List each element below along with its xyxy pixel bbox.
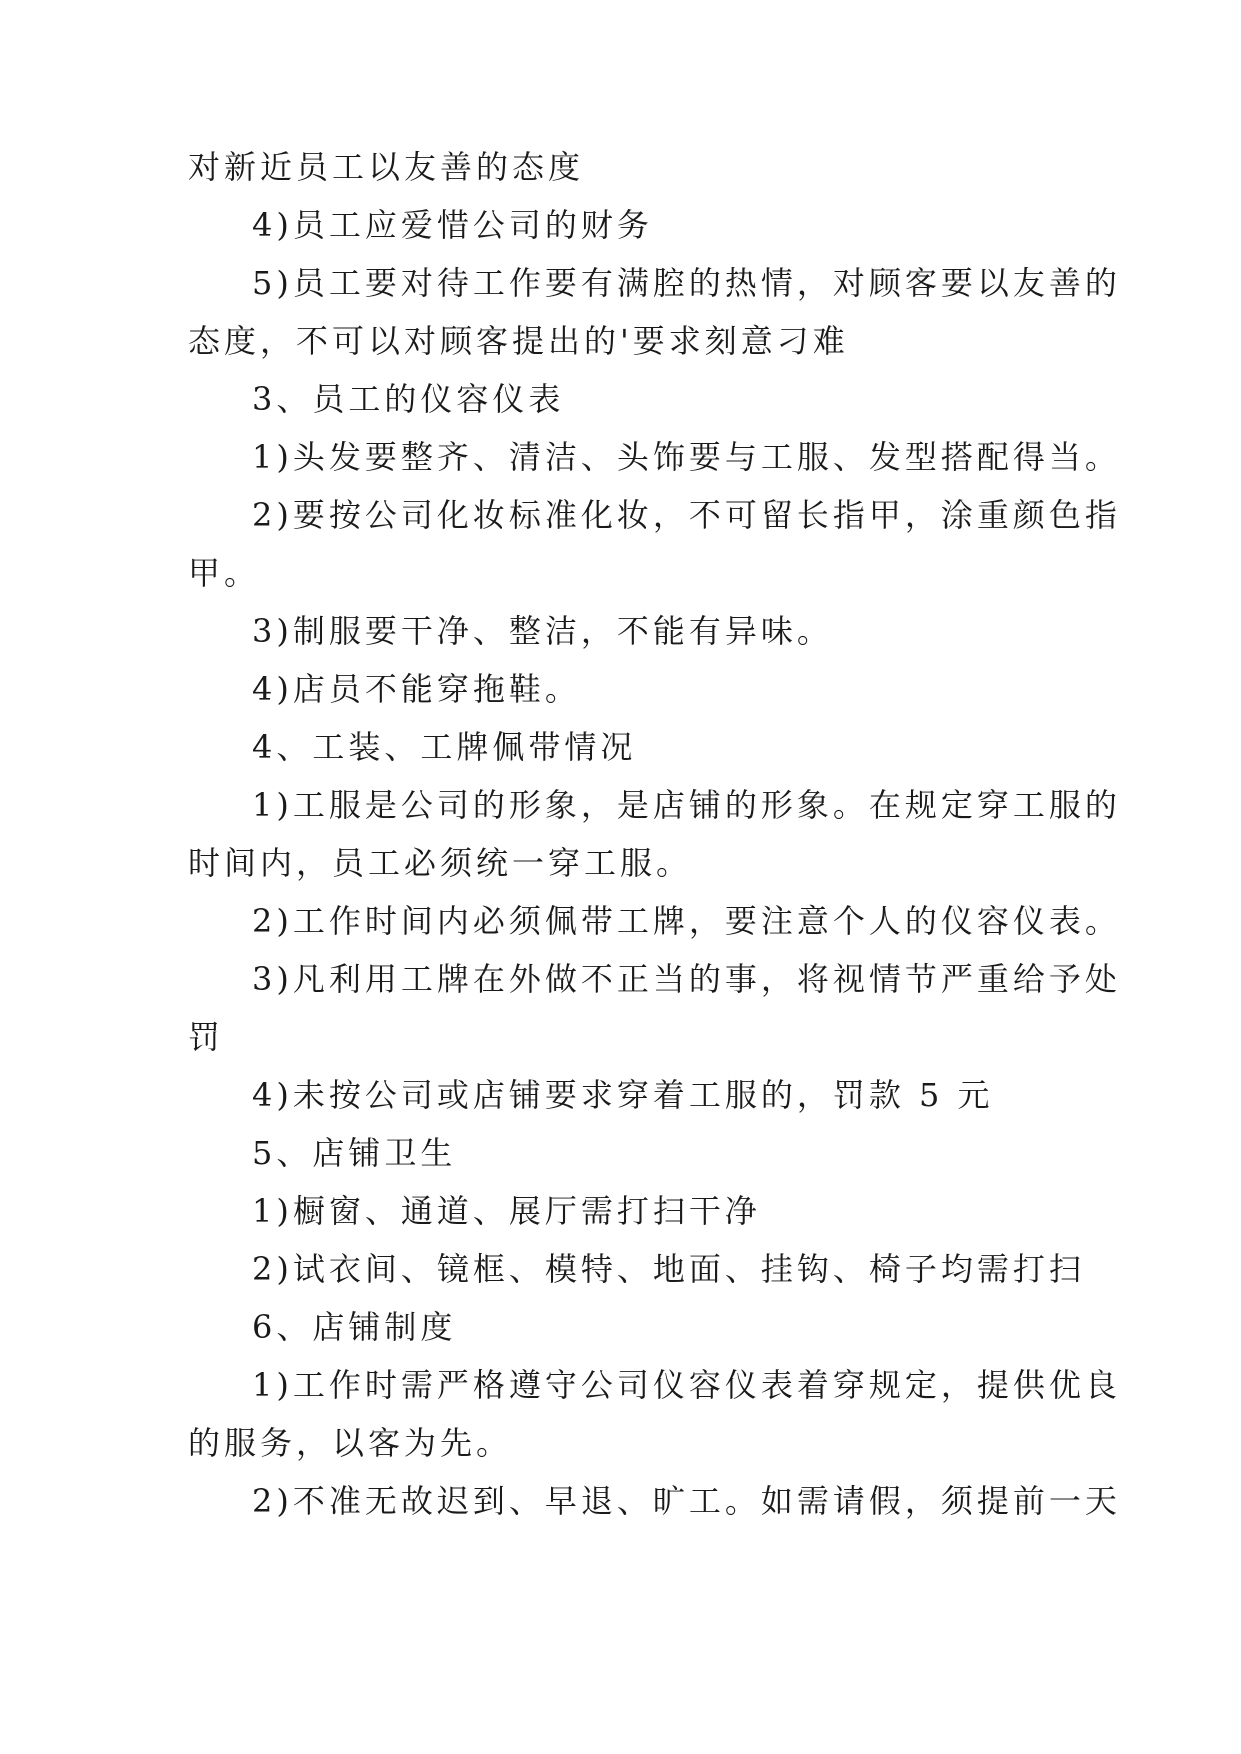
list-item: 3)制服要干净、整洁，不能有异味。 — [252, 612, 833, 650]
section-heading: 6、店铺制度 — [252, 1308, 457, 1346]
list-item: 1)工作时需严格遵守公司仪容仪表着穿规定，提供优良 — [252, 1366, 1121, 1404]
list-item: 2)不准无故迟到、早退、旷工。如需请假，须提前一天 — [252, 1482, 1121, 1520]
list-item: 2)工作时间内必须佩带工牌，要注意个人的仪容仪表。 — [252, 902, 1121, 940]
section-heading: 5、店铺卫生 — [252, 1134, 457, 1172]
list-item: 5)员工要对待工作要有满腔的热情，对顾客要以友善的 — [252, 264, 1121, 302]
list-item: 4)店员不能穿拖鞋。 — [252, 670, 581, 708]
list-item: 3)凡利用工牌在外做不正当的事，将视情节严重给予处 — [252, 960, 1121, 998]
list-item: 1)头发要整齐、清洁、头饰要与工服、发型搭配得当。 — [252, 438, 1121, 476]
list-item: 1)工服是公司的形象，是店铺的形象。在规定穿工服的 — [252, 786, 1121, 824]
list-item: 1)橱窗、通道、展厅需打扫干净 — [252, 1192, 761, 1230]
list-item: 2)试衣间、镜框、模特、地面、挂钩、椅子均需打扫 — [252, 1250, 1085, 1288]
section-heading: 4、工装、工牌佩带情况 — [252, 728, 637, 766]
text-line: 时间内，员工必须统一穿工服。 — [188, 844, 693, 882]
text-line: 的服务，以客为先。 — [188, 1424, 513, 1462]
text-line: 对新近员工以友善的态度 — [188, 148, 585, 186]
list-item: 4)员工应爱惜公司的财务 — [252, 206, 653, 244]
text-line: 甲。 — [188, 554, 261, 592]
section-heading: 3、员工的仪容仪表 — [252, 380, 565, 418]
text-line: 罚 — [188, 1018, 225, 1056]
text-line: 态度，不可以对顾客提出的'要求刻意刁难 — [188, 322, 849, 360]
list-item: 4)未按公司或店铺要求穿着工服的，罚款 5 元 — [252, 1076, 994, 1114]
list-item: 2)要按公司化妆标准化妆，不可留长指甲，涂重颜色指 — [252, 496, 1121, 534]
